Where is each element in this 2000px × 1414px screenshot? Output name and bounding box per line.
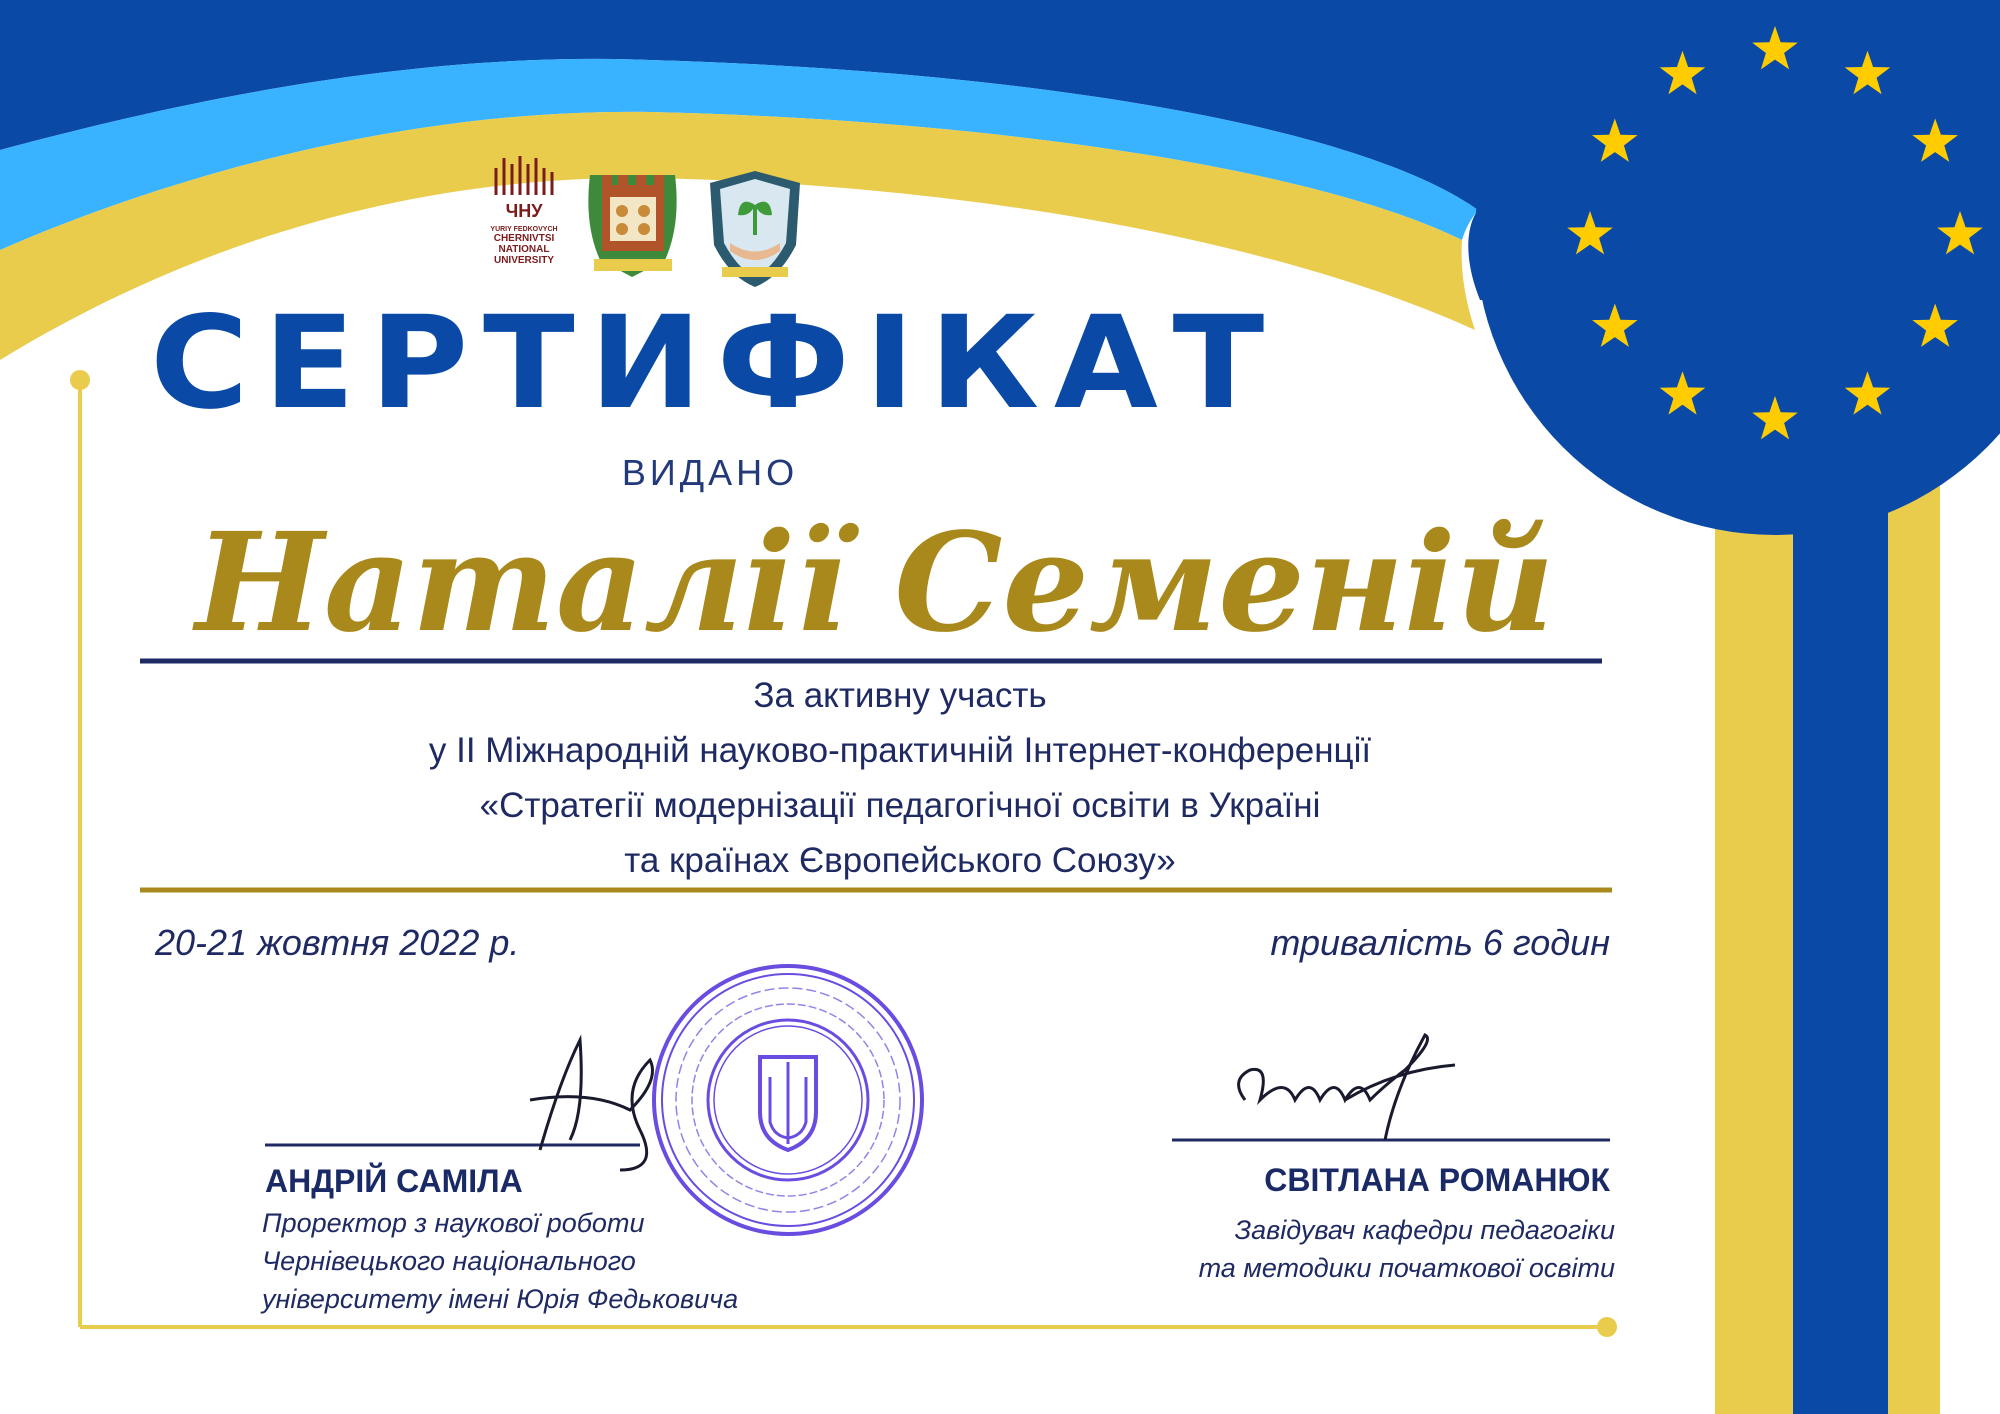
- left-signatory-name: АНДРІЙ САМІЛА: [265, 1163, 523, 1199]
- right-signatory-role: [1199, 1212, 1615, 1288]
- right-role-line-1: Завідувач кафедри педагогіки: [1234, 1215, 1615, 1245]
- issued-label: ВИДАНО: [621, 452, 799, 493]
- signature-right: [1225, 1030, 1475, 1150]
- left-role-line-2: Чернівецького національного: [262, 1245, 636, 1276]
- chnu-line-3: NATIONAL: [498, 244, 550, 255]
- recipient-name: Наталії Семеній: [195, 503, 1555, 663]
- left-role-line-1: Проректор з наукової роботи: [262, 1208, 645, 1238]
- right-role-line-2: та методики початкової освіти: [1198, 1252, 1615, 1283]
- faculty-crest-icon: [580, 155, 685, 283]
- certificate-title: СЕРТИФІКАТ: [150, 289, 1279, 438]
- chnu-line-1: YURIY FEDKOVYCH: [490, 226, 558, 233]
- signature-left: [510, 1020, 720, 1180]
- chnu-logo: [488, 150, 560, 280]
- event-date: 20-21 жовтня 2022 р.: [155, 922, 520, 963]
- chnu-abbr: ЧНУ: [505, 201, 543, 221]
- left-signatory-role: [262, 1205, 738, 1318]
- chnu-line-4: UNIVERSITY: [493, 255, 554, 266]
- primary-education-emblem-icon: [700, 165, 810, 293]
- body-line-2: у ІІ Міжнародній науково-практичній Інтернет-конференції: [428, 731, 1372, 770]
- left-role-line-3: університету імені Юрія Федьковича: [262, 1283, 739, 1314]
- body-line-1: За активну участь: [753, 676, 1047, 715]
- right-signatory-name: СВІТЛАНА РОМАНЮК: [1264, 1162, 1610, 1198]
- body-line-4: та країнах Європейського Союзу»: [624, 841, 1176, 880]
- chnu-line-2: CHERNIVTSI: [493, 233, 555, 244]
- body-line-3: «Стратегії модернізації педагогічної освіти в Україні: [479, 786, 1321, 825]
- event-duration: тривалість 6 годин: [1270, 922, 1610, 963]
